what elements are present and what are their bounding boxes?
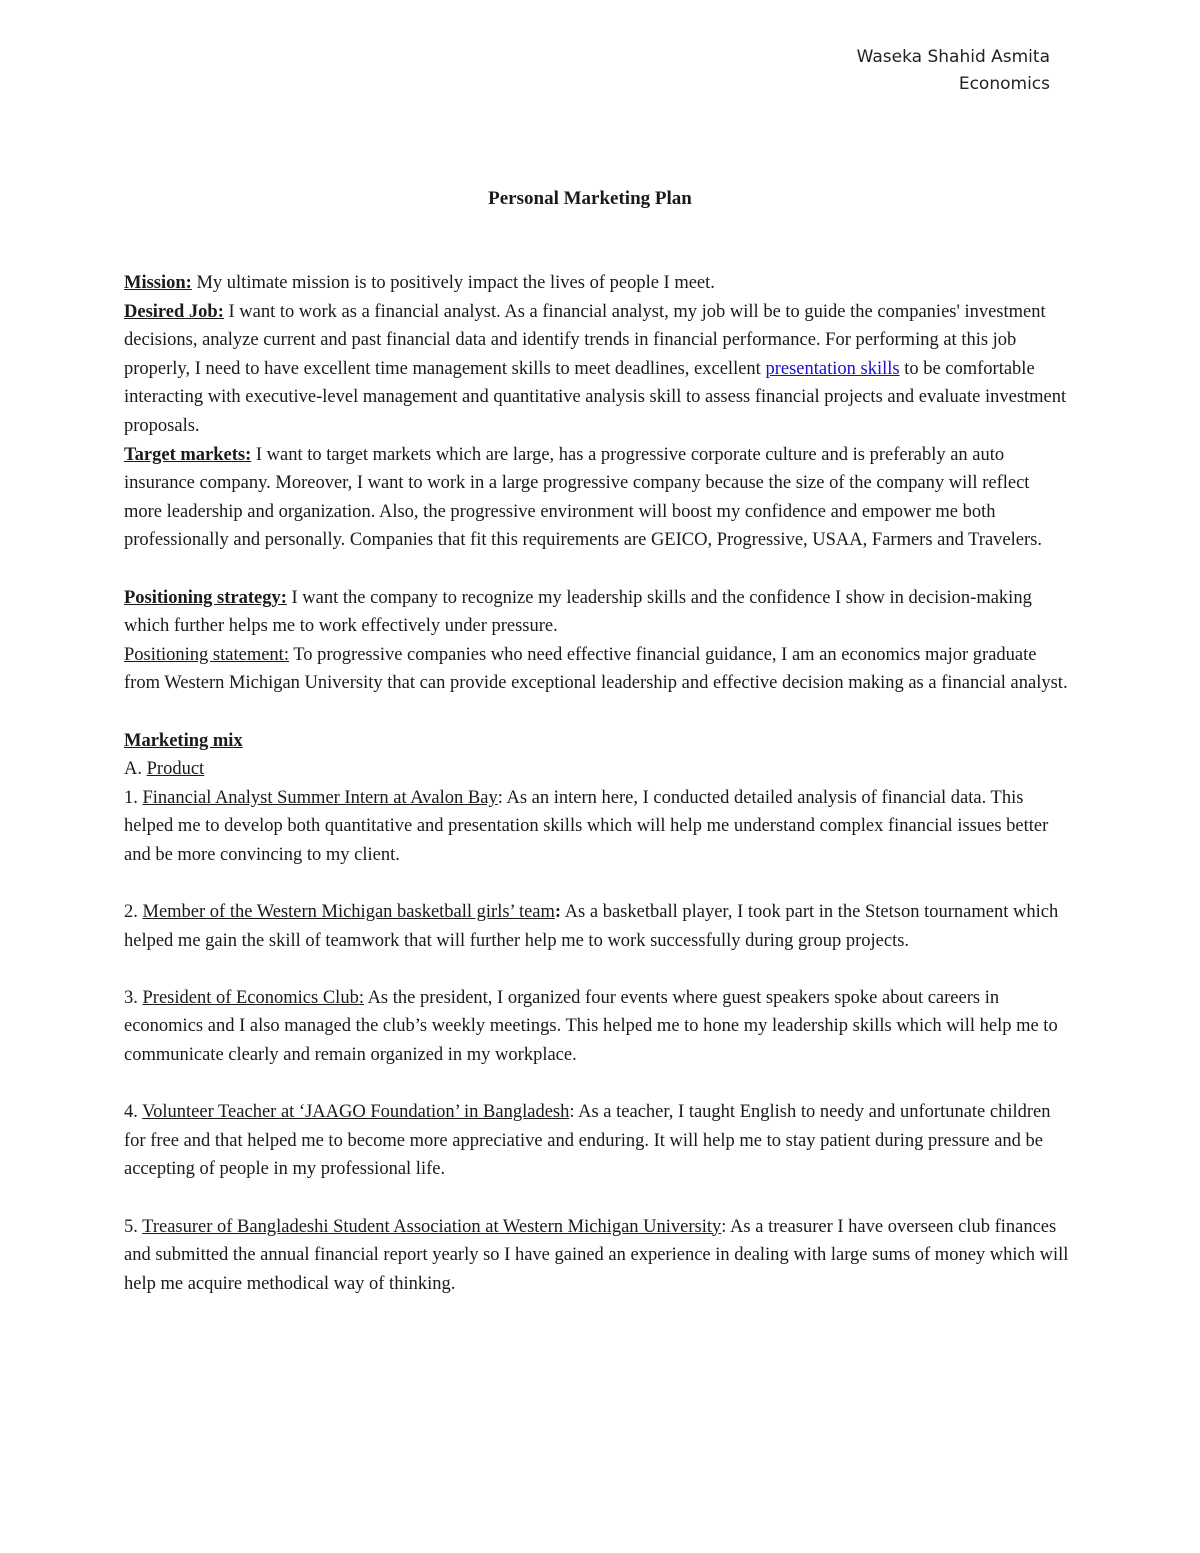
- desired-job-text-before: I want to work as a financial analyst. As a financial analyst, my job will be to guide the companies' investment decisions, analyze current and past financial data and identify trends in financial performance. For performing at this job properly, I need to have excellent time management skills to meet deadlines, excellent: [124, 301, 1046, 379]
- product-item-4: [124, 1098, 1069, 1184]
- item-title: President of Economics Club: [142, 987, 359, 1008]
- item-title: Financial Analyst Summer Intern at Avalon Bay: [142, 787, 498, 808]
- author-name: Waseka Shahid Asmita: [856, 47, 1050, 67]
- item-number: 4.: [124, 1102, 143, 1123]
- spacer: [124, 555, 1069, 584]
- item-text: As an intern here, I conducted detailed analysis of financial data. This helped me to develop both quantitative and presentation skills which will help me understand complex financial issues better and be more convincing to my client.: [124, 787, 1049, 865]
- item-separator: :: [569, 1102, 575, 1123]
- presentation-skills-link[interactable]: presentation skills: [765, 358, 900, 379]
- author-major: Economics: [958, 74, 1050, 94]
- target-markets-label: Target markets:: [124, 444, 252, 465]
- positioning-statement-label: Positioning statement:: [124, 644, 289, 665]
- positioning-strategy-text: I want the company to recognize my leadership skills and the confidence I show in decision-making which further helps me to work effectively under pressure.: [124, 587, 1032, 637]
- target-markets-paragraph: [124, 441, 1069, 555]
- item-title: Member of the Western Michigan basketball girls’ team: [142, 902, 555, 923]
- product-prefix: A.: [124, 759, 147, 780]
- item-number: 2.: [124, 902, 143, 923]
- item-separator: :: [554, 902, 562, 923]
- product-item-5: [124, 1213, 1069, 1299]
- mission-paragraph: [124, 269, 1069, 298]
- marketing-mix-heading: [124, 727, 1069, 756]
- desired-job-paragraph: [124, 298, 1069, 441]
- item-title: Treasurer of Bangladeshi Student Association at Western Michigan University: [142, 1216, 722, 1237]
- item-separator: :: [497, 787, 503, 808]
- marketing-mix-label: Marketing mix: [124, 730, 243, 751]
- spacer: [124, 1184, 1069, 1213]
- spacer: [124, 869, 1069, 898]
- positioning-strategy-label: Positioning strategy:: [124, 587, 287, 608]
- product-item-2: [124, 898, 1069, 955]
- page-header: [857, 44, 1050, 98]
- spacer: [124, 1070, 1069, 1099]
- desired-job-label: Desired Job:: [124, 301, 224, 322]
- desired-job-text-after: to be comfortable interacting with executive-level management and quantitative analysis skill to assess financial projects and evaluate investment proposals.: [124, 358, 1067, 436]
- item-text: As the president, I organized four events where guest speakers spoke about careers in economics and I also managed the club’s weekly meetings. This helped me to hone my leadership skills which will help me to communicate clearly and remain organized in my workplace.: [124, 987, 1058, 1066]
- mission-label: Mission:: [124, 273, 192, 293]
- item-separator: :: [358, 987, 364, 1008]
- item-text: As a basketball player, I took part in the Stetson tournament which helped me gain the skill of teamwork that will further help me to work successfully during group projects.: [124, 902, 1059, 951]
- item-number: 1.: [124, 787, 143, 808]
- item-title: Volunteer Teacher at ‘JAAGO Foundation’ in Bangladesh: [142, 1102, 570, 1123]
- spacer: [124, 955, 1069, 984]
- product-label: Product: [146, 759, 205, 780]
- document-body: [124, 269, 1069, 1298]
- spacer: [124, 698, 1069, 727]
- item-number: 3.: [124, 987, 143, 1008]
- product-item-1: [124, 784, 1069, 870]
- item-text: As a treasurer I have overseen club finances and submitted the annual financial report yearly so I have gained an experience in dealing with large sums of money which will help me acquire methodical way of thinking.: [124, 1216, 1069, 1294]
- positioning-statement-paragraph: [124, 641, 1069, 698]
- positioning-statement-text: To progressive companies who need effective financial guidance, I am an economics major graduate from Western Michigan University that can provide exceptional leadership and effective decision making as a financial analyst.: [124, 644, 1068, 694]
- item-separator: :: [721, 1216, 727, 1237]
- item-text: As a teacher, I taught English to needy and unfortunate children for free and that helped me to become more appreciative and enduring. It will help me to stay patient during pressure and be accepting of people in my professional life.: [124, 1102, 1051, 1180]
- document-title: Personal Marketing Plan: [488, 188, 692, 209]
- item-number: 5.: [124, 1216, 143, 1237]
- product-item-3: [124, 984, 1069, 1070]
- positioning-strategy-paragraph: [124, 584, 1069, 641]
- mission-text: My ultimate mission is to positively impact the lives of people I meet.: [191, 273, 715, 293]
- product-subheading: [124, 755, 1069, 784]
- target-markets-text: I want to target markets which are large, has a progressive corporate culture and is preferably an auto insurance company. Moreover, I want to work in a large progressive company because the size of the company will reflect more leadership and organization. Also, the progressive environment will boost my confidence and empower me both professionally and personally. Companies that fit this requirements are GEICO, Progressive, USAA, Farmers and Travelers.: [124, 444, 1042, 551]
